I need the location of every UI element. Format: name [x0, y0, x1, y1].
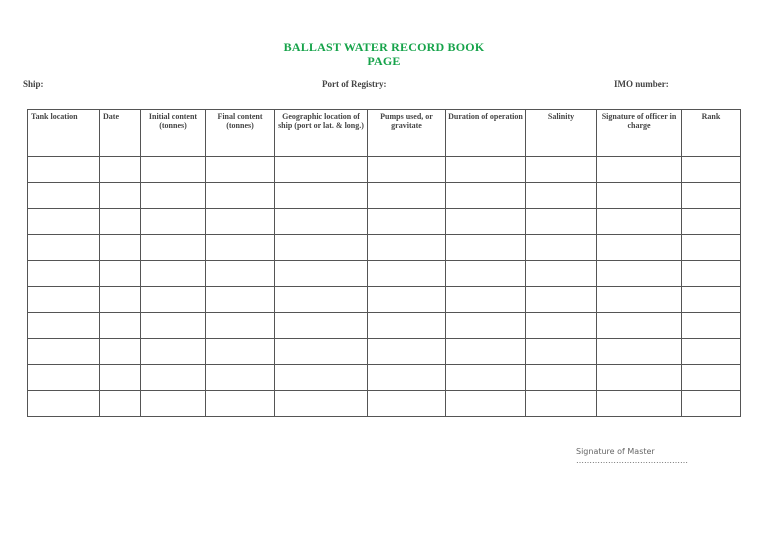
- table-cell[interactable]: [682, 157, 741, 183]
- header-rank: Rank: [682, 110, 741, 157]
- header-geographic-location: Geographic location of ship (port or lat. & long.): [275, 110, 368, 157]
- header-signature-officer: Signature of officer in charge: [597, 110, 682, 157]
- table-cell[interactable]: [28, 183, 100, 209]
- table-cell[interactable]: [275, 261, 368, 287]
- table-cell[interactable]: [597, 339, 682, 365]
- table-cell[interactable]: [446, 157, 526, 183]
- table-cell[interactable]: [597, 391, 682, 417]
- header-date: Date: [100, 110, 141, 157]
- table-cell[interactable]: [446, 391, 526, 417]
- table-cell[interactable]: [446, 235, 526, 261]
- table-cell[interactable]: [141, 365, 206, 391]
- imo-number-label: IMO number:: [614, 79, 669, 89]
- table-cell[interactable]: [446, 365, 526, 391]
- table-cell[interactable]: [206, 339, 275, 365]
- table-cell[interactable]: [206, 157, 275, 183]
- table-row: [28, 261, 741, 287]
- header-tank-location: Tank location: [28, 110, 100, 157]
- table-cell[interactable]: [206, 235, 275, 261]
- table-cell[interactable]: [275, 209, 368, 235]
- table-body: [28, 157, 741, 417]
- table-cell[interactable]: [28, 391, 100, 417]
- table-cell[interactable]: [368, 391, 446, 417]
- table-cell[interactable]: [368, 209, 446, 235]
- table-cell[interactable]: [368, 235, 446, 261]
- table-cell[interactable]: [100, 339, 141, 365]
- title-line-1: BALLAST WATER RECORD BOOK: [283, 40, 485, 54]
- table-cell[interactable]: [275, 157, 368, 183]
- table-cell[interactable]: [28, 313, 100, 339]
- signature-of-master: Signature of Master ……………………………………: [576, 447, 688, 465]
- table-cell[interactable]: [141, 287, 206, 313]
- table-row: [28, 339, 741, 365]
- table-cell[interactable]: [368, 313, 446, 339]
- table-cell[interactable]: [682, 365, 741, 391]
- table-cell[interactable]: [526, 261, 597, 287]
- table-cell[interactable]: [28, 157, 100, 183]
- table-cell[interactable]: [206, 261, 275, 287]
- table-cell[interactable]: [141, 157, 206, 183]
- table-cell[interactable]: [526, 287, 597, 313]
- table-cell[interactable]: [28, 235, 100, 261]
- table-cell[interactable]: [100, 235, 141, 261]
- header-salinity: Salinity: [526, 110, 597, 157]
- table-header-row: [28, 110, 741, 157]
- table-cell[interactable]: [526, 183, 597, 209]
- header-final-content: Final content (tonnes): [206, 110, 275, 157]
- table-cell[interactable]: [597, 261, 682, 287]
- document-title: [0, 40, 768, 68]
- table-cell[interactable]: [682, 391, 741, 417]
- table-cell[interactable]: [100, 209, 141, 235]
- table-cell[interactable]: [526, 365, 597, 391]
- header-initial-content: Initial content (tonnes): [141, 110, 206, 157]
- table-cell[interactable]: [28, 209, 100, 235]
- table-cell[interactable]: [28, 339, 100, 365]
- table-cell[interactable]: [446, 287, 526, 313]
- table-row: [28, 235, 741, 261]
- table-cell[interactable]: [275, 365, 368, 391]
- table-cell[interactable]: [275, 287, 368, 313]
- table-cell[interactable]: [141, 235, 206, 261]
- table-row: [28, 157, 741, 183]
- table-cell[interactable]: [597, 313, 682, 339]
- table-cell[interactable]: [368, 157, 446, 183]
- table-cell[interactable]: [368, 339, 446, 365]
- table-cell[interactable]: [275, 313, 368, 339]
- table-cell[interactable]: [275, 391, 368, 417]
- header-duration: Duration of operation: [446, 110, 526, 157]
- table-cell[interactable]: [446, 261, 526, 287]
- table-cell[interactable]: [275, 235, 368, 261]
- table-cell[interactable]: [100, 313, 141, 339]
- table-cell[interactable]: [446, 209, 526, 235]
- table-cell[interactable]: [28, 287, 100, 313]
- table-row: [28, 391, 741, 417]
- table-cell[interactable]: [682, 183, 741, 209]
- table-cell[interactable]: [526, 235, 597, 261]
- table-cell[interactable]: [682, 209, 741, 235]
- table-cell[interactable]: [526, 391, 597, 417]
- table-cell[interactable]: [597, 183, 682, 209]
- table-cell[interactable]: [206, 287, 275, 313]
- ballast-record-table: [27, 109, 741, 417]
- table-row: [28, 365, 741, 391]
- ship-label: Ship:: [23, 79, 44, 89]
- table-cell[interactable]: [446, 183, 526, 209]
- table-cell[interactable]: [368, 365, 446, 391]
- title-line-2: PAGE: [367, 54, 401, 68]
- table-cell[interactable]: [100, 261, 141, 287]
- table-cell[interactable]: [446, 313, 526, 339]
- header-pumps-used: Pumps used, or gravitate: [368, 110, 446, 157]
- table-cell[interactable]: [682, 261, 741, 287]
- table-cell[interactable]: [275, 339, 368, 365]
- table-cell[interactable]: [100, 391, 141, 417]
- table-cell[interactable]: [206, 391, 275, 417]
- table-cell[interactable]: [206, 313, 275, 339]
- table-row: [28, 313, 741, 339]
- table-cell[interactable]: [141, 261, 206, 287]
- table-cell[interactable]: [141, 339, 206, 365]
- table-cell[interactable]: [368, 183, 446, 209]
- table-cell[interactable]: [141, 209, 206, 235]
- table-cell[interactable]: [682, 313, 741, 339]
- table-cell[interactable]: [100, 365, 141, 391]
- table-cell[interactable]: [100, 287, 141, 313]
- table-cell[interactable]: [141, 391, 206, 417]
- table-cell[interactable]: [141, 313, 206, 339]
- table-cell[interactable]: [100, 183, 141, 209]
- table-cell[interactable]: [682, 287, 741, 313]
- table-cell[interactable]: [368, 287, 446, 313]
- table-row: [28, 209, 741, 235]
- table-cell[interactable]: [206, 183, 275, 209]
- table-cell[interactable]: [28, 261, 100, 287]
- table-cell[interactable]: [597, 235, 682, 261]
- port-of-registry-label: Port of Registry:: [322, 79, 387, 89]
- table-cell[interactable]: [682, 339, 741, 365]
- table-cell[interactable]: [446, 339, 526, 365]
- table-cell[interactable]: [526, 157, 597, 183]
- table-cell[interactable]: [206, 209, 275, 235]
- table-cell[interactable]: [597, 287, 682, 313]
- table-cell[interactable]: [597, 209, 682, 235]
- table-row: [28, 287, 741, 313]
- table-cell[interactable]: [526, 209, 597, 235]
- table-cell[interactable]: [682, 235, 741, 261]
- table-cell[interactable]: [28, 365, 100, 391]
- table-cell[interactable]: [526, 339, 597, 365]
- table-cell[interactable]: [206, 365, 275, 391]
- table-cell[interactable]: [275, 183, 368, 209]
- table-cell[interactable]: [100, 157, 141, 183]
- table-row: [28, 183, 741, 209]
- table-cell[interactable]: [597, 157, 682, 183]
- table-cell[interactable]: [597, 365, 682, 391]
- table-cell[interactable]: [368, 261, 446, 287]
- table-cell[interactable]: [141, 183, 206, 209]
- table-cell[interactable]: [526, 313, 597, 339]
